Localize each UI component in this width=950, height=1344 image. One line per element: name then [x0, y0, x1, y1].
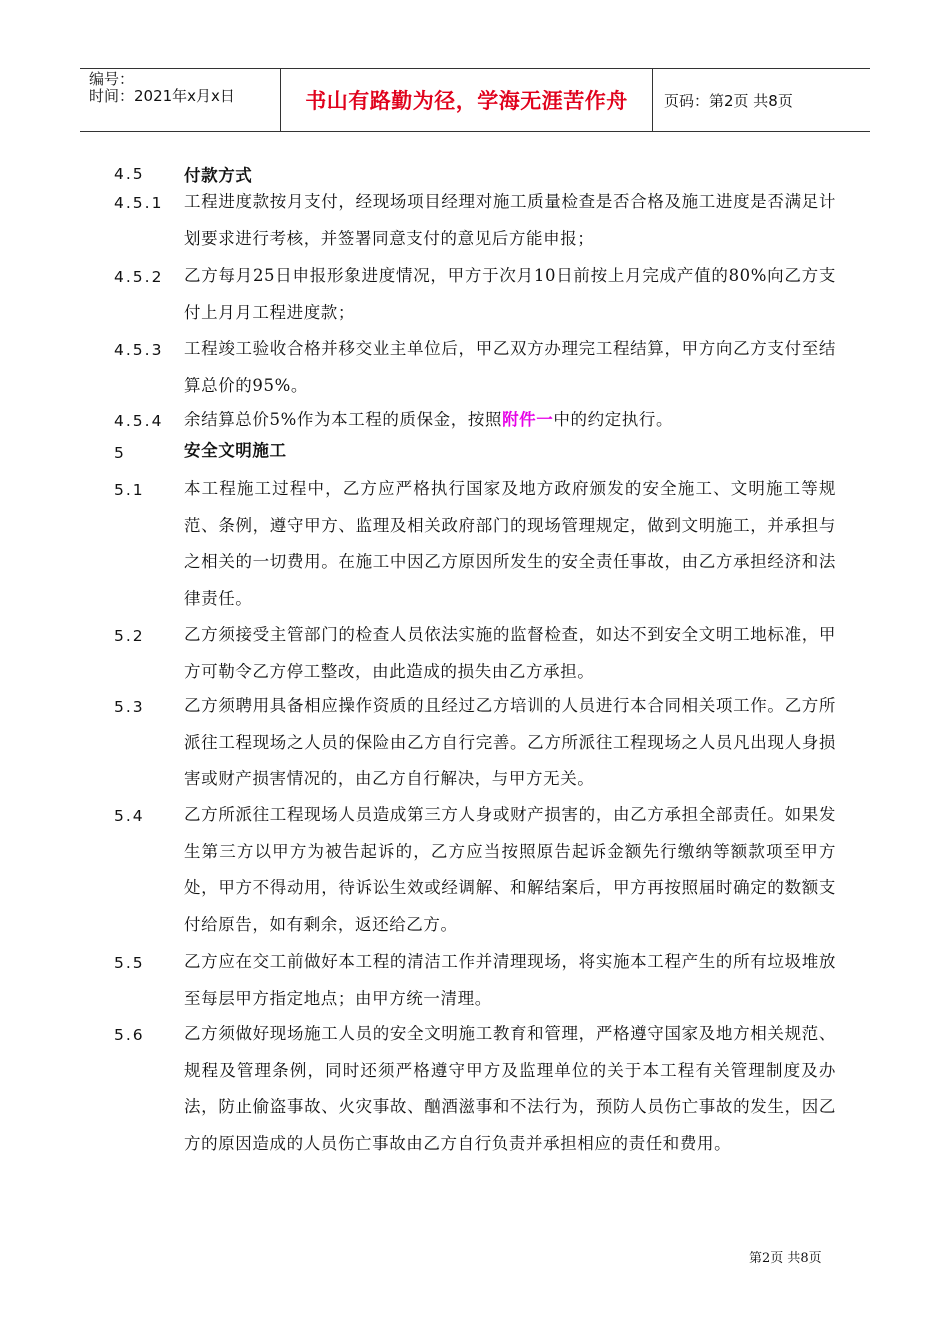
clause-text-part: 中的约定执行。 [553, 410, 674, 429]
doc-date-label: 时间：2021年x月x日 [89, 87, 235, 105]
section-number: 5.1 [114, 481, 145, 499]
clause-text: 乙方应在交工前做好本工程的清洁工作并清理现场，将实施本工程产生的所有垃圾堆放至每层甲方指定地点；由甲方统一清理。 [184, 952, 836, 1008]
page-header [80, 68, 870, 132]
section-heading: 付款方式 [184, 166, 253, 185]
clause-text: 乙方须做好现场施工人员的安全文明施工教育和管理，严格遵守国家及地方相关规范、规程及管理条例，同时还须严格遵守甲方及监理单位的关于本工程有关管理制度及办法，防止偷盗事故、火灾事故、酗酒滋事和不法行为，预防人员伤亡事故的发生，因乙方的原因造成的人员伤亡事故由乙方自行负责并承担相应的责任和费用。 [184, 1024, 836, 1153]
section-number: 5.5 [114, 954, 145, 972]
section-number: 5 [114, 444, 126, 462]
section-number: 5.2 [114, 627, 145, 645]
section-number: 4.5.3 [114, 341, 164, 359]
section-number: 4.5 [114, 165, 145, 183]
section-number: 4.5.1 [114, 194, 164, 212]
clause-text: 乙方须接受主管部门的检查人员依法实施的监督检查，如达不到安全文明工地标准，甲方可勒令乙方停工整改，由此造成的损失由乙方承担。 [184, 625, 836, 681]
clause-text: 本工程施工过程中，乙方应严格执行国家及地方政府颁发的安全施工、文明施工等规范、条例，遵守甲方、监理及相关政府部门的现场管理规定，做到文明施工，并承担与之相关的一切费用。在施工中因乙方原因所发生的安全责任事故，由乙方承担经济和法律责任。 [184, 479, 836, 608]
attachment-link[interactable]: 附件一 [502, 410, 554, 429]
section-number: 5.4 [114, 807, 145, 825]
doc-number-label: 编号： [89, 70, 135, 88]
section-heading: 安全文明施工 [184, 441, 287, 460]
header-motto: 书山有路勤为径，学海无涯苦作舟 [281, 69, 653, 131]
section-number: 4.5.4 [114, 412, 164, 430]
header-page-number: 页码：第2页 共8页 [664, 91, 793, 110]
clause-text: 乙方所派往工程现场人员造成第三方人身或财产损害的，由乙方承担全部责任。如果发生第三方以甲方为被告起诉的，乙方应当按照原告起诉金额先行缴纳等额款项至甲方处，甲方不得动用，待诉讼生效或经调解、和解结案后，甲方再按照届时确定的数额支付给原告，如有剩余，返还给乙方。 [184, 805, 836, 934]
clause-text: 乙方每月25日申报形象进度情况，甲方于次月10日前按上月完成产值的80%向乙方支付上月月工程进度款； [184, 266, 836, 322]
clause-text: 乙方须聘用具备相应操作资质的且经过乙方培训的人员进行本合同相关项工作。乙方所派往工程现场之人员的保险由乙方自行完善。乙方所派往工程现场之人员凡出现人身损害或财产损害情况的，由乙方自行解决，与甲方无关。 [184, 696, 836, 788]
clause-text-part: 余结算总价5%作为本工程的质保金，按照 [184, 410, 503, 429]
section-number: 4.5.2 [114, 268, 164, 286]
clause-text: 工程竣工验收合格并移交业主单位后，甲乙双方办理完工程结算，甲方向乙方支付至结算总价的95%。 [184, 339, 836, 395]
page-footer: 第2页 共8页 [749, 1251, 822, 1266]
section-number: 5.6 [114, 1026, 145, 1044]
section-number: 5.3 [114, 698, 145, 716]
header-meta [80, 69, 281, 131]
clause-text: 工程进度款按月支付，经现场项目经理对施工质量检查是否合格及施工进度是否满足计划要求进行考核，并签署同意支付的意见后方能申报； [184, 192, 836, 248]
